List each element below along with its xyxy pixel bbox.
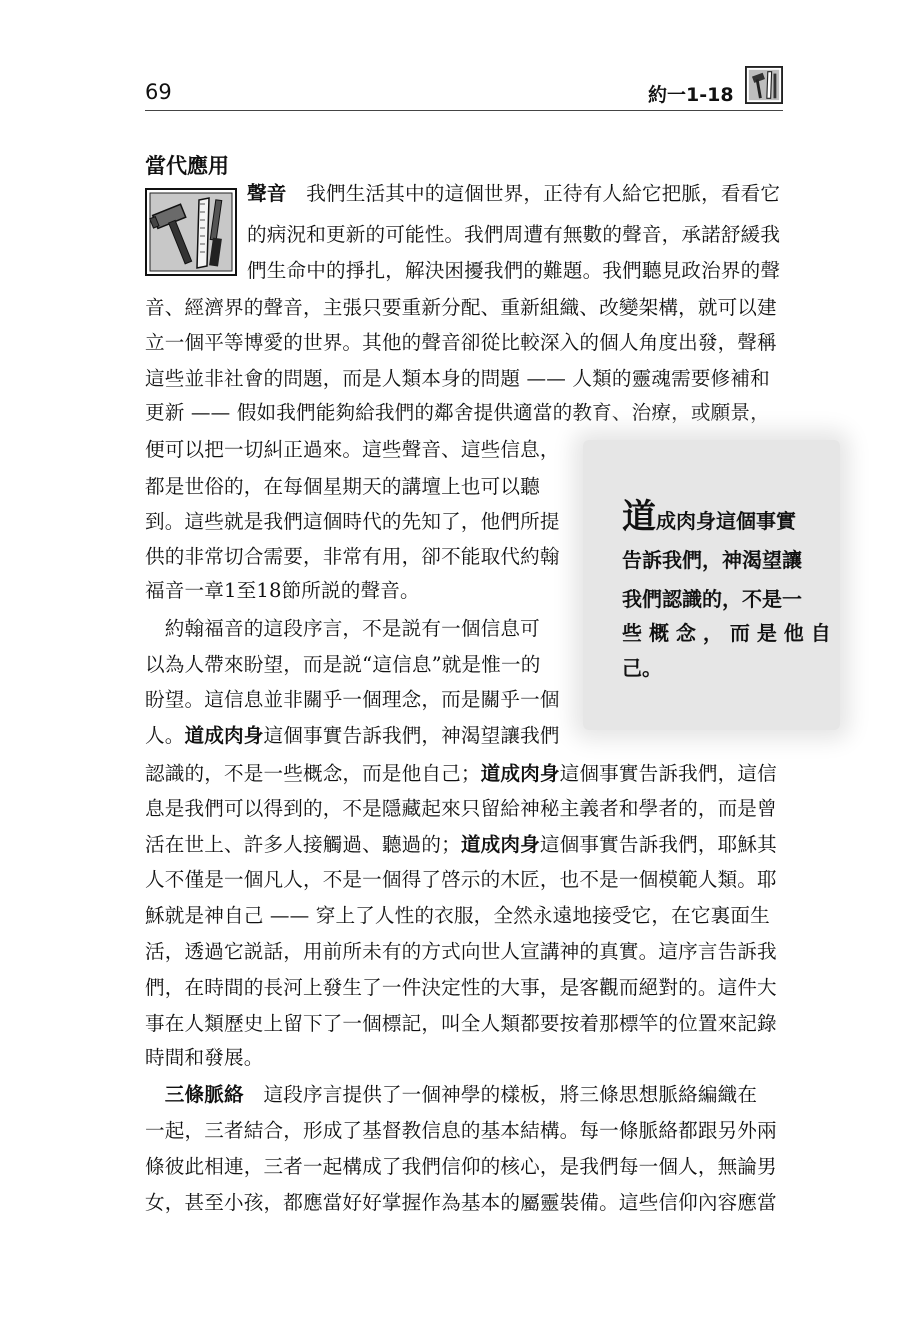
text-run: 女，甚至小孩，都應當好好掌握作為基本的屬靈裝備。這些信仰內容應當 — [145, 1191, 777, 1214]
text-run: 這個事實告訴我們，這信 — [559, 762, 777, 785]
body-text-line — [145, 619, 540, 639]
pull-quote-line: 我們認識的，不是一 — [622, 587, 802, 611]
pull-quote-text: 成肉身這個事實 — [656, 509, 796, 533]
text-run: 我們生活其中的這個世界，正待有人給它把脈，看看它 — [286, 182, 781, 205]
body-text-line — [145, 870, 777, 890]
body-text-line — [247, 261, 780, 281]
body-text-line — [145, 1085, 757, 1105]
text-run: 們，在時間的長河上發生了一件決定性的大事，是客觀而絕對的。這件大 — [145, 976, 777, 999]
text-run: 都是世俗的，在每個星期天的講壇上也可以聽 — [145, 475, 540, 498]
text-run: 活，透過它説話，用前所未有的方式向世人宣講神的真實。這序言告訴我 — [145, 940, 777, 963]
text-run: 條彼此相連，三者一起構成了我們信仰的核心，是我們每一個人，無論男 — [145, 1155, 777, 1178]
text-run: 這段序言提供了一個神學的樣板，將三條思想脈絡編織在 — [243, 1083, 758, 1106]
body-text-line — [145, 1048, 263, 1068]
body-text-line — [145, 799, 777, 819]
body-text-line — [145, 942, 777, 962]
body-text-line — [145, 512, 560, 532]
pull-quote-line: 些 概 念 ， 而 是 他 自 — [622, 621, 831, 645]
body-text-line — [145, 298, 777, 318]
text-run — [145, 1083, 165, 1106]
section-title: 當代應用 — [145, 154, 229, 178]
body-text-line — [145, 1121, 777, 1141]
text-run: 活在世上、許多人接觸過、聽過的； — [145, 833, 461, 856]
text-run: 認識的，不是一些概念，而是他自己； — [145, 762, 481, 785]
text-run: 這個事實告訴我們，耶穌其 — [539, 833, 777, 856]
pull-quote-line — [622, 497, 796, 537]
body-text-line — [145, 477, 540, 497]
text-run: 盼望。這信息並非關乎一個理念，而是關乎一個 — [145, 688, 560, 711]
text-run: 事在人類歷史上留下了一個標記，叫全人類都要按着那標竿的位置來記錄 — [145, 1012, 777, 1035]
body-text-line — [145, 581, 420, 601]
page-number: 69 — [145, 80, 172, 104]
text-run: 一起，三者結合，形成了基督教信息的基本結構。每一條脈絡都跟另外兩 — [145, 1119, 777, 1142]
header-rule — [145, 110, 783, 111]
body-text-line — [247, 184, 780, 204]
text-run: 們生命中的掙扎，解決困擾我們的難題。我們聽見政治界的聲 — [247, 259, 781, 282]
body-text-line — [145, 764, 777, 784]
tools-icon — [745, 66, 783, 104]
body-text-line — [145, 726, 560, 746]
pull-quote-line: 告訴我們，神渴望讓 — [622, 548, 802, 572]
body-text-line — [145, 835, 777, 855]
body-text-line — [145, 906, 770, 926]
bold-term: 聲音 — [247, 182, 287, 205]
body-text-line — [145, 369, 770, 389]
body-text-line — [145, 1193, 777, 1213]
text-run: 便可以把一切糾正過來。這些聲音、這些信息， — [145, 438, 560, 461]
text-run: 約翰福音的這段序言，不是説有一個信息可 — [145, 617, 540, 640]
tools-icon-large — [145, 188, 237, 276]
body-text-line — [145, 1157, 777, 1177]
body-text-line — [145, 1014, 777, 1034]
pull-quote-dropcap: 道 — [622, 497, 656, 537]
bold-term: 道成肉身 — [184, 724, 264, 747]
text-run: 供的非常切合需要，非常有用，卻不能取代約翰 — [145, 545, 560, 568]
bold-term: 道成肉身 — [460, 833, 540, 856]
body-text-line — [145, 655, 540, 675]
text-run: 立一個平等博愛的世界。其他的聲音卻從比較深入的個人角度出發，聲稱 — [145, 331, 777, 354]
body-text-line — [145, 690, 560, 710]
pull-quote-line: 己。 — [622, 656, 662, 680]
body-text-line — [247, 225, 780, 245]
text-run: 到。這些就是我們這個時代的先知了，他們所提 — [145, 510, 560, 533]
running-head: 約一1-18 — [648, 84, 734, 106]
text-run: 這些並非社會的問題，而是人類本身的問題 —— 人類的靈魂需要修補和 — [145, 367, 770, 390]
pull-quote-box — [583, 440, 840, 730]
text-run: 以為人帶來盼望，而是説“這信息”就是惟一的 — [145, 653, 541, 676]
text-run: 這個事實告訴我們，神渴望讓我們 — [263, 724, 560, 747]
body-text-line — [145, 403, 770, 423]
text-run: 人。 — [145, 724, 185, 747]
text-run: 穌就是神自己 —— 穿上了人性的衣服，全然永遠地接受它，在它裏面生 — [145, 904, 770, 927]
text-run: 的病況和更新的可能性。我們周遭有無數的聲音，承諾舒緩我 — [247, 223, 781, 246]
body-text-line — [145, 547, 560, 567]
text-run: 息是我們可以得到的，不是隱藏起來只留給神秘主義者和學者的，而是曾 — [145, 797, 777, 820]
text-run: 音、經濟界的聲音，主張只要重新分配、重新組織、改變架構，就可以建 — [145, 296, 777, 319]
text-run: 福音一章1至18節所説的聲音。 — [145, 579, 420, 602]
bold-term: 三條脈絡 — [164, 1083, 244, 1106]
text-run: 時間和發展。 — [145, 1046, 264, 1069]
body-text-line — [145, 440, 560, 460]
body-text-line — [145, 333, 777, 353]
body-text-line — [145, 978, 777, 998]
bold-term: 道成肉身 — [480, 762, 560, 785]
text-run: 人不僅是一個凡人，不是一個得了啓示的木匠，也不是一個模範人類。耶 — [145, 868, 777, 891]
text-run: 更新 —— 假如我們能夠給我們的鄰舍提供適當的教育、治療，或願景， — [145, 401, 770, 424]
